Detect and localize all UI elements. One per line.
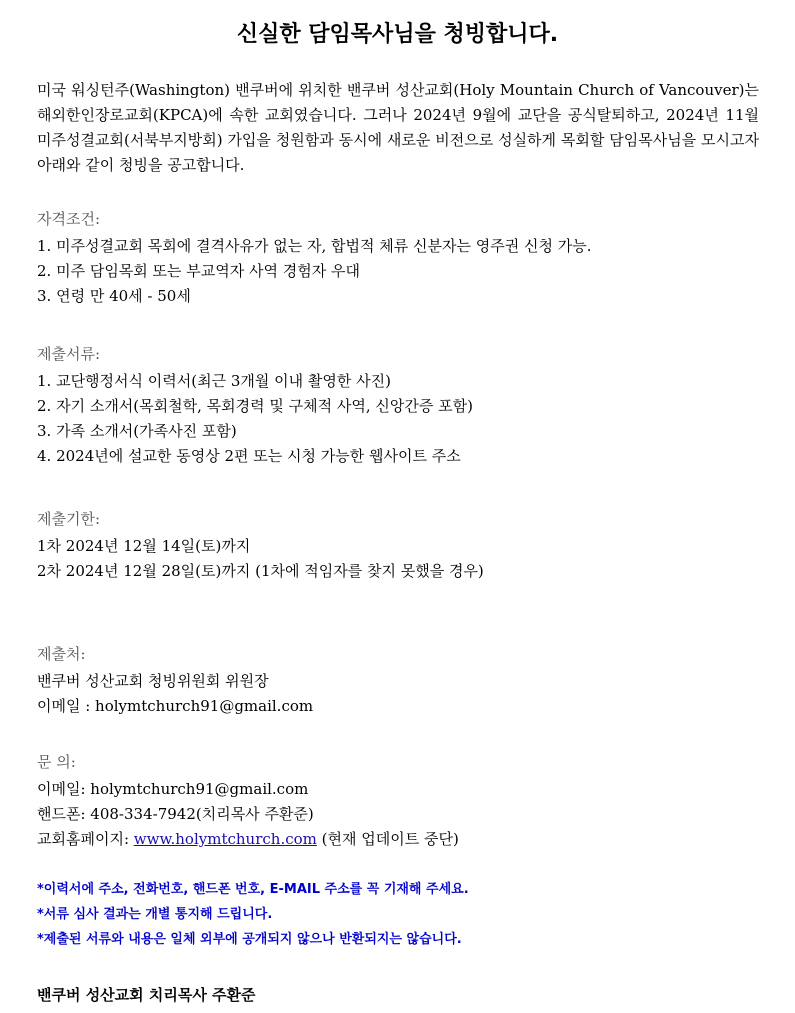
qualification-item: 1. 미주성결교회 목회에 결격사유가 없는 자, 합법적 체류 신분자는 영주권 신청 가능.	[37, 237, 592, 255]
intro-paragraph: 미국 워싱턴주(Washington) 밴쿠버에 위치한 밴쿠버 성산교회(Holy Mountain Church of Vancouver)는 해외한인장로교회(KPCA)에 속한 교회였습니다. 그러나 2024년 9월에 교단을 공식탈퇴하고, 2024년 11월 미주성결교회(서북부지방회) 가입을 청원함과 동시에 새로운 비전으로 성실하게 목회할 담임목사님을 모시고자 아래와 같이 청빙을 공고합니다.	[37, 81, 759, 174]
inquiry-homepage	[37, 827, 767, 852]
documents-section	[37, 343, 767, 469]
document-item: 4. 2024년에 설교한 동영상 2편 또는 시청 가능한 웹사이트 주소	[37, 447, 461, 465]
inquiry-section	[37, 751, 767, 852]
qualification-item: 3. 연령 만 40세 - 50세	[37, 287, 191, 305]
page-title: 신실한 담임목사님을 청빙합니다.	[236, 22, 559, 47]
inquiry-email: 이메일: holymtchurch91@gmail.com	[37, 780, 309, 798]
homepage-note: (현재 업데이트 중단)	[316, 830, 459, 848]
notes-block	[37, 877, 767, 952]
submit-email: 이메일 : holymtchurch91@gmail.com	[37, 697, 314, 715]
documents-heading: 제출서류:	[37, 345, 101, 363]
note-item: *서류 심사 결과는 개별 통지해 드립니다.	[37, 907, 273, 922]
deadline-heading: 제출기한:	[37, 510, 101, 528]
committee-name: 밴쿠버 성산교회 청빙위원회 위원장	[37, 672, 269, 690]
document-item: 3. 가족 소개서(가족사진 포함)	[37, 422, 237, 440]
homepage-link[interactable]: www.holymtchurch.com	[133, 830, 317, 848]
document-item: 1. 교단행정서식 이력서(최근 3개월 이내 촬영한 사진)	[37, 372, 391, 390]
submit-to-heading: 제출처:	[37, 645, 86, 663]
homepage-label: 교회홈페이지:	[37, 830, 134, 848]
deadline-item: 1차 2024년 12월 14일(토)까지	[37, 537, 251, 555]
inquiry-heading: 문 의:	[37, 753, 76, 771]
note-item: *이력서에 주소, 전화번호, 핸드폰 번호, E-MAIL 주소를 꼭 기재해 주세요.	[37, 882, 469, 897]
note-item: *제출된 서류와 내용은 일체 외부에 공개되지 않으나 반환되지는 않습니다.	[37, 932, 462, 947]
inquiry-phone: 핸드폰: 408-334-7942(치리목사 주환준)	[37, 805, 314, 823]
document-item: 2. 자기 소개서(목회철학, 목회경력 및 구체적 사역, 신앙간증 포함)	[37, 397, 473, 415]
submit-to-section	[37, 643, 767, 719]
deadline-section	[37, 508, 767, 584]
signature: 밴쿠버 성산교회 치리목사 주환준	[37, 986, 256, 1004]
qualifications-heading: 자격조건:	[37, 210, 101, 228]
qualifications-section	[37, 208, 767, 309]
deadline-item: 2차 2024년 12월 28일(토)까지 (1차에 적임자를 찾지 못했을 경우)	[37, 562, 484, 580]
qualification-item: 2. 미주 담임목회 또는 부교역자 사역 경험자 우대	[37, 262, 360, 280]
